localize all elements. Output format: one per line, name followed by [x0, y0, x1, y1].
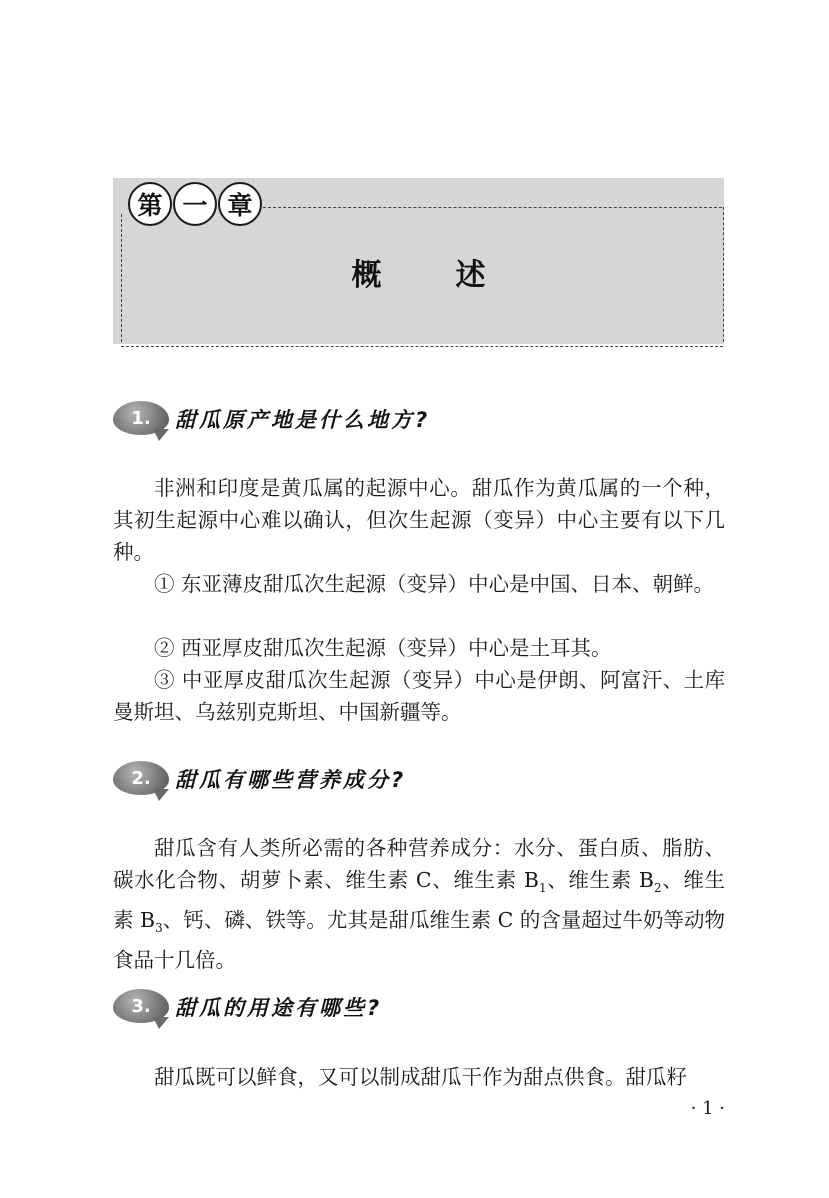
bubble-tail	[153, 789, 169, 801]
paragraph: ① 东亚薄皮甜瓜次生起源（变异）中心是中国、日本、朝鲜。	[154, 572, 715, 596]
paragraph: 非洲和印度是黄瓜属的起源中心。甜瓜作为黄瓜属的一个种，其初生起源中心难以确认，但次生起源（变异）中心主要有以下几种。	[113, 476, 725, 564]
paragraph: 甜瓜既可以鲜食，又可以制成甜瓜干作为甜点供食。甜瓜籽	[154, 1065, 687, 1089]
question-heading-text: 甜瓜的用途有哪些?	[175, 996, 383, 1020]
question-number-bubble: 1.	[113, 401, 169, 435]
chapter-dashed-border-top	[258, 207, 722, 208]
page-number: · 1 ·	[690, 1098, 725, 1119]
chapter-dashed-border-bottom	[121, 346, 723, 347]
paragraph: 甜瓜含有人类所必需的各种营养成分：水分、蛋白质、脂肪、碳水化合物、胡萝卜素、维生素 C、维生素 $B_1$、维生素 $B_2$、维生素 $B_3$、钙、磷、铁等。尤其是甜瓜维生素 C 的含量超过牛奶等动物食品十几倍。	[113, 836, 725, 973]
paragraph: ② 西亚厚皮甜瓜次生起源（变异）中心是土耳其。	[154, 636, 612, 660]
chapter-title: 概述	[351, 258, 560, 293]
chapter-label	[128, 182, 262, 226]
question-heading-text: 甜瓜原产地是什么地方?	[175, 408, 431, 432]
chapter-badge-3: 章	[218, 182, 262, 226]
bubble-tail	[153, 1017, 169, 1029]
question-number-bubble: 2.	[113, 761, 169, 795]
question-number-bubble: 3.	[113, 989, 169, 1023]
paragraph: ③ 中亚厚皮甜瓜次生起源（变异）中心是伊朗、阿富汗、土库曼斯坦、乌兹别克斯坦、中国新疆等。	[113, 668, 725, 724]
chapter-badge-1: 第	[128, 182, 172, 226]
question-heading-text: 甜瓜有哪些营养成分?	[175, 768, 407, 792]
bubble-tail	[153, 429, 169, 441]
chapter-badge-2: 一	[173, 182, 217, 226]
